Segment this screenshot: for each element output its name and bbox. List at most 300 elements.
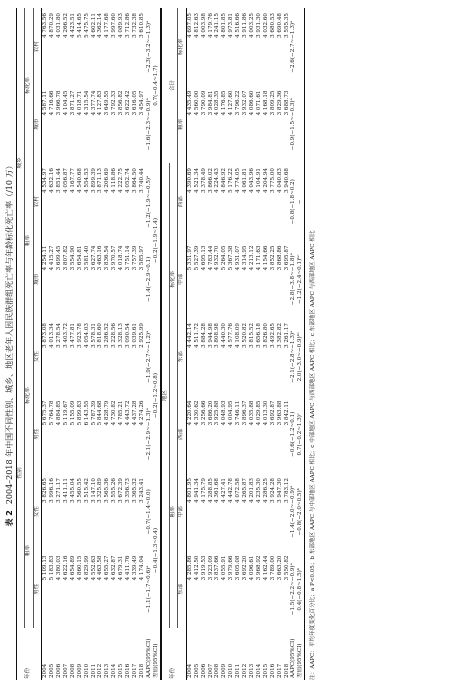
top-year-cell: 2006 <box>56 663 63 678</box>
bottom-row <box>221 8 228 680</box>
top-value-cell: 3 826.65 <box>42 478 49 503</box>
top-value-cell: 3 578.31 <box>90 323 97 348</box>
bottom-value-cell: 4 442.78 <box>228 478 235 503</box>
bottom-value-cell: 3 690.48 <box>276 13 283 38</box>
bottom-value-cell: 4 390.69 <box>186 168 193 193</box>
top-row <box>132 8 139 680</box>
bottom-value-cell: 4 043.96 <box>249 168 255 193</box>
top-value-cell: 3 271.17 <box>56 478 63 503</box>
bottom-value-cell: 3 550.82 <box>283 555 290 581</box>
top-year-cell: 2009 <box>76 663 83 678</box>
bottom-region-std: 标化率 <box>170 163 178 396</box>
bottom-value-cell: 3 968.92 <box>255 555 262 581</box>
bottom-value-cell: 4 442.14 <box>186 323 193 348</box>
top-value-cell: 5 109.13 <box>42 555 49 581</box>
bottom-row <box>208 8 215 680</box>
top-col-header: 农村 <box>33 41 40 53</box>
top-row <box>104 8 111 680</box>
bottom-value-cell: 3 688.73 <box>283 90 290 116</box>
top-value-cell: 3 365.32 <box>132 478 138 503</box>
top-year-cell: 2010 <box>83 663 90 678</box>
top-value-cell: 3 792.33 <box>111 90 118 116</box>
bottom-value-cell: 4 032.60 <box>262 13 269 38</box>
top-value-cell: 4 127.83 <box>97 90 104 116</box>
top-row <box>56 8 63 680</box>
bottom-table-body <box>186 8 290 680</box>
bottom-aapc-cell: −0.6(−1.2~0.1) <box>290 411 297 457</box>
top-aapc-cell: −1.4(−2.9~0.1) <box>145 256 152 302</box>
bottom-year-header: 年份 <box>170 667 177 679</box>
top-value-cell: 4 654.89 <box>69 555 76 581</box>
top-value-cell: 4 380.03 <box>56 555 63 581</box>
bottom-value-cell: 3 796.22 <box>235 90 242 116</box>
bottom-value-cell: 3 868.86 <box>276 245 283 271</box>
bottom-value-cell: 4 427.41 <box>221 478 228 503</box>
bottom-value-cell: 4 162.44 <box>262 555 269 581</box>
bottom-aapc-cell: −1.5(−2.2~−0.9)ᵃ <box>290 563 297 616</box>
bottom-value-cell: 4 204.94 <box>262 168 269 193</box>
top-value-cell: 5 475.75 <box>83 13 90 38</box>
top-value-cell: 3 654.81 <box>76 245 83 271</box>
bottom-value-cell: 3 656.18 <box>255 323 262 348</box>
bottom-row <box>228 8 235 680</box>
top-value-cell: 6 143.55 <box>83 400 90 426</box>
top-value-cell: 4 118.86 <box>111 168 118 193</box>
top-value-cell: 4 018.74 <box>118 245 125 271</box>
top-row <box>42 8 49 680</box>
top-value-cell: 4 716.66 <box>49 90 56 116</box>
bottom-value-cell: 4 061.81 <box>242 168 249 193</box>
bottom-year-cell: 2017 <box>276 663 283 678</box>
table-title: 2004–2018 年中国不同性别、城乡、地区老年人因民族群组死亡率与年龄标化死亡率（/10 万） <box>5 161 14 505</box>
top-aapc-cell: −1.1(−1.7~0.6)ᵃ <box>145 565 152 613</box>
top-value-cell: 4 056.87 <box>62 168 69 193</box>
top-value-cell: 4 829.99 <box>83 555 90 581</box>
bottom-value-cell: 4 285.86 <box>186 555 193 581</box>
bottom-value-cell: 4 220.64 <box>186 400 193 426</box>
top-value-cell: 4 552.63 <box>90 555 97 581</box>
bottom-value-cell: 3 783.12 <box>283 478 290 503</box>
top-value-cell: 4 679.31 <box>118 555 125 581</box>
top-diff-cell: −0.2(−1.9~1.4) <box>152 217 159 264</box>
top-year-cell: 2007 <box>62 663 69 678</box>
bottom-value-cell: 3 979.66 <box>228 555 235 581</box>
top-value-cell: 4 437.28 <box>132 400 138 426</box>
bottom-value-cell: 3 940.68 <box>283 168 290 193</box>
top-value-cell: 3 243.41 <box>138 478 145 503</box>
top-col-header: 女性 <box>33 351 40 363</box>
top-diff-cell: 0.7(−0.4~1.7) <box>152 65 159 106</box>
bottom-row <box>242 8 249 680</box>
bottom-value-cell: 3 896.37 <box>242 400 249 426</box>
bottom-value-cell: 3 775.00 <box>269 168 276 193</box>
bottom-value-cell: 4 288.85 <box>207 478 214 503</box>
bottom-value-cell: 3 931.30 <box>255 13 262 38</box>
top-value-cell: 3 278.54 <box>56 323 63 348</box>
bottom-value-cell: 4 330.62 <box>193 400 200 426</box>
top-value-cell: 4 423.51 <box>69 13 76 38</box>
top-aapc-cell: −0.7(−1.4~0.0) <box>145 489 152 535</box>
top-row <box>77 8 84 680</box>
bottom-value-cell: 4 224.43 <box>214 168 221 193</box>
bottom-year-cell: 2004 <box>186 663 193 678</box>
bottom-value-cell: 3 695.87 <box>283 245 290 271</box>
bottom-value-cell: 4 071.61 <box>255 90 262 116</box>
top-year-cell: 2013 <box>104 663 111 678</box>
top-value-cell: 3 757.39 <box>132 245 138 271</box>
bottom-value-cell: 4 176.85 <box>221 90 228 116</box>
top-row <box>125 8 132 680</box>
top-value-cell: 3 560.55 <box>76 478 83 503</box>
top-value-cell: 4 266.52 <box>62 13 69 38</box>
bottom-value-cell: 4 812.63 <box>193 13 200 38</box>
bottom-table <box>161 8 306 680</box>
bottom-value-cell: 4 440.30 <box>221 323 228 348</box>
bottom-year-cell: 2007 <box>207 663 214 678</box>
bottom-value-cell: 4 521.34 <box>193 168 200 193</box>
top-col-header: 男性 <box>33 583 40 595</box>
bottom-value-cell: 4 941.34 <box>193 478 200 503</box>
bottom-value-cell: 4 511.72 <box>193 323 200 348</box>
bottom-group-region: 地区 <box>161 163 169 628</box>
top-value-cell: 3 554.90 <box>69 245 76 271</box>
bottom-region-crude: 粗率 <box>170 396 178 629</box>
table-number: 表 2 <box>5 510 14 527</box>
top-value-cell: 3 090.54 <box>125 323 132 348</box>
top-value-cell: 4 377.74 <box>90 90 97 116</box>
top-value-cell: 4 655.27 <box>104 555 111 581</box>
top-value-cell: 3 997.60 <box>111 13 118 38</box>
top-value-cell: 4 054.03 <box>83 323 90 348</box>
bottom-year-cell: 2012 <box>242 663 249 678</box>
top-row <box>84 8 91 680</box>
top-value-cell: 4 884.85 <box>56 400 63 426</box>
top-value-cell: 4 785.21 <box>118 400 125 426</box>
bottom-value-cell: 4 577.76 <box>228 323 235 348</box>
top-value-cell: 3 996.16 <box>49 478 56 503</box>
top-row <box>111 8 118 680</box>
top-value-cell: 3 856.82 <box>118 90 125 116</box>
bottom-diff-cell: 0.4(−0.8~1.5)ᵇ <box>297 567 304 611</box>
top-value-cell: 4 315.54 <box>83 90 90 116</box>
top-value-cell: 4 104.45 <box>62 90 69 116</box>
bottom-row <box>249 8 256 680</box>
bottom-col-header: 东部 <box>178 351 185 363</box>
top-year-cell: 2011 <box>90 663 97 678</box>
top-value-cell: 3 328.13 <box>118 323 125 348</box>
bottom-value-cell: 4 412.50 <box>193 555 200 581</box>
bottom-value-cell: 3 680.53 <box>269 13 276 38</box>
bottom-value-cell: 4 783.44 <box>207 245 214 271</box>
top-value-cell: 4 443.72 <box>125 400 132 426</box>
top-value-cell: 3 477.81 <box>69 323 76 348</box>
top-year-cell: 2004 <box>42 663 49 678</box>
bottom-year-cell: 2013 <box>249 663 255 678</box>
top-area-std: 标化率 <box>25 8 33 163</box>
bottom-diff-cell: 0.7(−0.2~1.3)ᶜ <box>297 413 304 456</box>
bottom-year-cell: 2008 <box>214 663 221 678</box>
top-aapc-label: AAPC(95%CI) <box>145 638 152 678</box>
bottom-value-cell: 4 774.05 <box>235 168 242 193</box>
top-value-cell: 5 787.39 <box>90 400 97 426</box>
bottom-value-cell: 3 924.28 <box>269 478 276 503</box>
bottom-value-cell: 3 852.25 <box>269 245 276 271</box>
bottom-value-cell: 5 264.05 <box>221 245 228 271</box>
bottom-value-cell: 4 096.61 <box>249 555 255 581</box>
top-row <box>63 8 70 680</box>
top-value-cell: 5 119.67 <box>62 400 69 426</box>
top-value-cell: 4 167.77 <box>69 168 76 193</box>
top-row <box>139 8 146 680</box>
top-value-cell: 4 177.68 <box>104 13 111 38</box>
top-value-cell: 3 899.39 <box>90 168 97 193</box>
bottom-value-cell: 4 003.98 <box>200 13 207 38</box>
bottom-value-cell: 4 072.58 <box>235 478 242 503</box>
bottom-value-cell: 5 367.38 <box>228 245 235 271</box>
top-value-cell: 4 602.11 <box>90 13 97 38</box>
bottom-value-cell: 4 801.85 <box>221 13 228 38</box>
bottom-value-cell: 4 040.83 <box>276 168 283 193</box>
bottom-row <box>270 8 277 680</box>
top-table <box>16 8 161 680</box>
top-year-cell: 2008 <box>69 663 76 678</box>
bottom-value-cell: 3 932.07 <box>242 90 249 116</box>
top-value-cell: 4 828.79 <box>104 400 111 426</box>
top-value-cell: 3 807.82 <box>62 245 69 271</box>
top-value-cell: 3 712.86 <box>125 13 132 38</box>
top-value-cell: 3 147.10 <box>90 478 97 503</box>
top-value-cell: 4 632.16 <box>49 168 56 193</box>
top-row <box>118 8 125 680</box>
bottom-value-cell: 5 176.22 <box>228 168 235 193</box>
top-value-cell: 3 463.16 <box>97 245 104 271</box>
table-footnote: 注：AAPC：平均年度变化百分比；a P<0.05；b 东部地区 AAPC 与中部地区 AAPC 相比；c 中部地区 AAPC 与西部地区 AAPC 相比；c 东部地区 AAPC 与西部地区 AAPC 相比 <box>310 230 317 680</box>
bottom-value-cell: 4 086.60 <box>249 90 255 116</box>
top-col-header: 城市 <box>33 118 40 130</box>
top-col-header: 男性 <box>33 428 40 440</box>
bottom-value-cell: 5 527.39 <box>193 245 200 271</box>
bottom-value-cell: 4 235.30 <box>255 478 262 503</box>
bottom-value-cell: 3 692.87 <box>269 400 276 426</box>
top-table-body <box>42 8 146 680</box>
bottom-col-header: 中部 <box>178 506 185 518</box>
top-value-cell: 3 672.39 <box>118 478 125 503</box>
top-aapc-cell: −1.6(−2.3~−0.9)ᵃ <box>145 98 152 151</box>
bottom-value-cell: 3 790.09 <box>200 90 207 116</box>
bottom-row <box>186 8 193 680</box>
bottom-value-cell: 3 789.00 <box>269 555 276 581</box>
bottom-value-cell: 3 963.88 <box>276 400 283 426</box>
bottom-value-cell: 3 520.82 <box>242 323 249 348</box>
bottom-value-cell: 4 171.63 <box>255 245 262 271</box>
bottom-diff-cell: −1.2(−2.4~0.1)ᵇᶜ <box>297 254 304 304</box>
top-value-cell: 4 411.76 <box>125 555 132 581</box>
top-value-cell: 5 155.09 <box>69 400 76 426</box>
bottom-col-header: 西部 <box>178 196 185 208</box>
top-sex-crude: 粗率 <box>25 473 33 628</box>
top-value-cell: 4 174.04 <box>138 555 145 581</box>
top-value-cell: 4 206.69 <box>104 168 111 193</box>
top-aapc-cell: −2.1(−2.9~−1.3)ᵃ <box>145 408 152 461</box>
bottom-col-header: 中部 <box>178 273 185 285</box>
bottom-value-cell: 3 746.11 <box>235 400 242 426</box>
top-value-cell: 4 031.80 <box>56 13 63 38</box>
bottom-row <box>194 8 201 680</box>
bottom-value-cell: 3 261.17 <box>283 323 290 348</box>
top-year-header: 年份 <box>25 667 32 679</box>
top-value-cell: 5 844.68 <box>97 400 104 426</box>
bottom-value-cell: 3 837.66 <box>214 555 221 581</box>
top-value-cell: 4 540.68 <box>76 168 83 193</box>
top-value-cell: 3 555.26 <box>111 478 118 503</box>
bottom-value-cell: 4 801.95 <box>186 478 193 503</box>
top-value-cell: 4 089.93 <box>118 13 125 38</box>
top-value-cell: 3 851.44 <box>56 168 63 193</box>
bottom-value-cell: 4 179.76 <box>207 13 214 38</box>
bottom-row <box>201 8 208 680</box>
top-value-cell: 4 587.11 <box>42 90 49 116</box>
top-value-cell: 3 585.97 <box>138 245 145 271</box>
bottom-diff-empty <box>297 86 304 164</box>
bottom-diff-cell: −0.8(−2.0~0.5)ᵇ <box>297 488 304 536</box>
top-year-cell: 2012 <box>97 663 104 678</box>
bottom-diff-empty <box>297 8 304 86</box>
top-year-cell: 2015 <box>118 663 125 678</box>
bottom-value-cell: 4 035.88 <box>249 400 255 426</box>
top-value-cell: 4 622.16 <box>62 555 69 581</box>
top-year-cell: 2016 <box>125 663 132 678</box>
bottom-year-cell: 2009 <box>221 663 228 678</box>
bottom-value-cell: 4 973.81 <box>228 13 235 38</box>
top-value-cell: 3 581.40 <box>83 245 90 271</box>
bottom-value-cell: 4 028.35 <box>214 90 221 116</box>
bottom-value-cell: 4 013.30 <box>262 400 269 426</box>
top-value-cell: 3 970.57 <box>111 245 118 271</box>
top-value-cell: 3 871.13 <box>97 168 104 193</box>
top-row <box>49 8 56 680</box>
bottom-value-cell: 3 809.25 <box>269 90 276 116</box>
bottom-value-cell: 4 361.68 <box>214 478 221 503</box>
bottom-value-cell: 3 923.09 <box>207 555 214 581</box>
bottom-value-cell: 4 029.85 <box>255 400 262 426</box>
bottom-value-cell: 4 127.60 <box>228 90 235 116</box>
top-group-area: 城乡 <box>17 8 25 318</box>
bottom-diff-cell: 2.0(−3.0~−0.9)ᵇᶜ <box>297 332 304 382</box>
top-value-cell: 4 870.29 <box>49 13 56 38</box>
bottom-value-cell: 4 108.09 <box>235 323 242 348</box>
bottom-value-cell: 4 201.83 <box>249 478 255 503</box>
bottom-year-cell: 2016 <box>269 663 276 678</box>
bottom-value-cell: 4 435.49 <box>186 90 193 116</box>
table-caption <box>4 8 16 680</box>
top-value-cell: 4 554.53 <box>83 168 90 193</box>
bottom-value-cell: 3 555.35 <box>283 13 290 38</box>
bottom-aapc-cell: −2.1(−2.8~−1.3)ᵃ <box>290 330 297 383</box>
top-value-cell: 4 534.97 <box>42 168 49 193</box>
top-year-cell: 2005 <box>49 663 56 678</box>
bottom-value-cell: 4 265.87 <box>242 478 249 503</box>
bottom-value-cell: 4 241.15 <box>214 13 221 38</box>
bottom-year-cell: 2014 <box>255 663 262 678</box>
top-value-cell: 4 763.56 <box>42 13 49 38</box>
bottom-row <box>256 8 263 680</box>
bottom-value-cell: 4 314.95 <box>242 245 249 271</box>
top-value-cell: 3 616.05 <box>132 90 138 116</box>
bottom-value-cell: 3 663.20 <box>276 555 283 581</box>
top-value-cell: 3 873.08 <box>42 323 49 348</box>
top-value-cell: 5 414.65 <box>76 13 83 38</box>
top-aapc-cell: −1.2(−1.9~−0.5)ᵃ <box>145 175 152 228</box>
top-value-cell: 3 923.78 <box>76 323 83 348</box>
bottom-row <box>284 8 291 680</box>
top-value-cell: 3 610.85 <box>138 13 145 38</box>
bottom-value-cell: 3 866.02 <box>207 168 214 193</box>
top-value-cell: 3 286.52 <box>104 323 111 348</box>
top-value-cell: 5 899.83 <box>76 400 83 426</box>
top-diff-label: 差值(95%CI) <box>152 643 159 678</box>
bottom-value-cell: 3 984.81 <box>207 90 214 116</box>
bottom-value-cell: 3 686.20 <box>207 400 214 426</box>
top-value-cell: 3 454.97 <box>138 90 145 116</box>
bottom-col-header: 西部 <box>178 428 185 440</box>
top-value-cell: 4 730.82 <box>111 400 118 426</box>
top-value-cell: 3 622.42 <box>125 90 132 116</box>
bottom-value-cell: 3 378.49 <box>200 168 207 193</box>
bottom-group-total: 合计 <box>161 8 178 163</box>
bottom-value-cell: 3 884.28 <box>200 323 207 348</box>
top-row <box>97 8 104 680</box>
top-value-cell: 3 871.27 <box>69 90 76 116</box>
top-row <box>91 8 98 680</box>
bottom-row <box>235 8 242 680</box>
bottom-value-cell: 4 168.18 <box>262 90 269 116</box>
bottom-value-cell: 4 931.07 <box>235 245 242 271</box>
bottom-year-cell: 2018 <box>283 663 290 678</box>
bottom-value-cell: 4 286.25 <box>262 478 269 503</box>
bottom-value-cell: 3 842.11 <box>283 400 290 426</box>
bottom-value-cell: 4 154.66 <box>262 245 269 271</box>
top-value-cell: 5 183.83 <box>49 555 56 581</box>
top-value-cell: 4 274.26 <box>138 400 145 426</box>
top-value-cell: 3 966.78 <box>56 90 63 116</box>
bottom-value-cell: 5 331.97 <box>186 245 193 271</box>
top-year-cell: 2014 <box>111 663 118 678</box>
bottom-value-cell: 3 919.53 <box>200 555 207 581</box>
top-area-crude: 粗率 <box>25 163 33 318</box>
bottom-value-cell: 4 560.00 <box>193 90 200 116</box>
top-value-cell: 3 403.72 <box>62 323 69 348</box>
top-year-cell: 2018 <box>138 663 145 678</box>
bottom-value-cell: 3 947.30 <box>276 478 283 503</box>
bottom-value-cell: 4 846.92 <box>221 168 228 193</box>
bottom-value-cell: 3 605.08 <box>235 555 242 581</box>
top-value-cell: 4 362.14 <box>97 13 104 38</box>
top-value-cell: 4 018.71 <box>76 90 83 116</box>
top-group-sex: 性别 <box>17 318 25 628</box>
top-value-cell: 4 632.87 <box>111 555 118 581</box>
bottom-col-header: 粗率 <box>178 118 185 130</box>
top-value-cell: 3 565.36 <box>104 478 111 503</box>
bottom-diff-cell: − <box>297 199 304 205</box>
top-value-cell: 3 699.45 <box>56 245 63 271</box>
bottom-value-cell: 4 213.12 <box>249 245 255 271</box>
top-sex-std: 标化率 <box>25 318 33 473</box>
bottom-value-cell: 3 492.65 <box>269 323 276 348</box>
top-row <box>70 8 77 680</box>
top-value-cell: 3 732.38 <box>132 13 138 38</box>
bottom-value-cell: 4 048.93 <box>221 400 228 426</box>
bottom-col-header: 东部 <box>178 583 185 595</box>
